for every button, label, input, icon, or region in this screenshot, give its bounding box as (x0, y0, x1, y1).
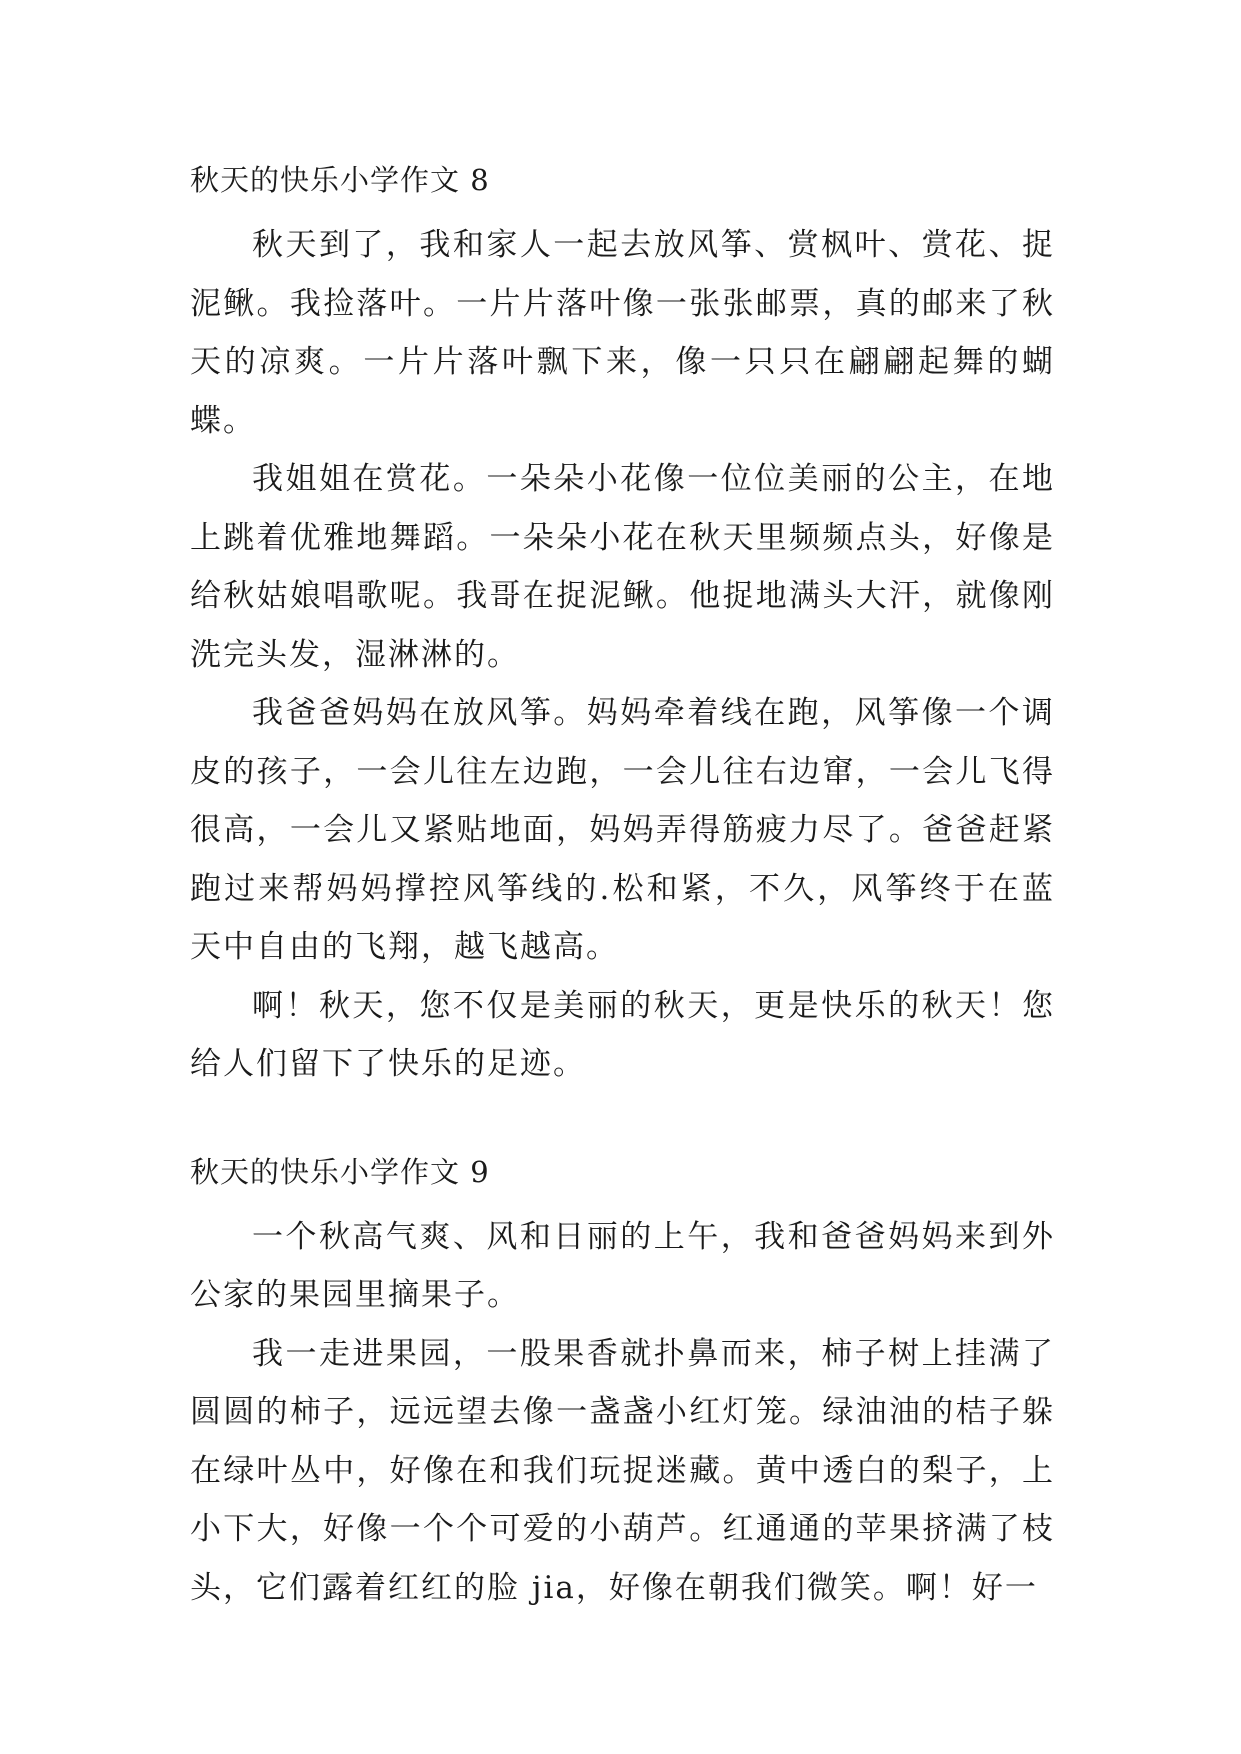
document-page (190, 160, 1055, 1617)
essay-paragraph: 秋天到了，我和家人一起去放风筝、赏枫叶、赏花、捉泥鳅。我捡落叶。一片片落叶像一张张邮票，真的邮来了秋天的凉爽。一片片落叶飘下来，像一只只在翩翩起舞的蝴蝶。 (190, 227, 1055, 439)
essay-paragraph: 啊！秋天，您不仅是美丽的秋天，更是快乐的秋天！您给人们留下了快乐的足迹。 (190, 987, 1055, 1082)
essay-paragraph: 我爸爸妈妈在放风筝。妈妈牵着线在跑，风筝像一个调皮的孩子，一会儿往左边跑，一会儿往右边窜，一会儿飞得很高，一会儿又紧贴地面，妈妈弄得筋疲力尽了。爸爸赶紧跑过来帮妈妈撑控风筝线的.松和紧，不久，风筝终于在蓝天中自由的飞翔，越飞越高。 (190, 695, 1055, 965)
essay-paragraph: 我一走进果园，一股果香就扑鼻而来，柿子树上挂满了圆圆的柿子，远远望去像一盏盏小红灯笼。绿油油的桔子躲在绿叶丛中，好像在和我们玩捉迷藏。黄中透白的梨子，上小下大，好像一个个可爱的小葫芦。红通通的苹果挤满了枝头，它们露着红红的脸 jia，好像在朝我们微笑。啊！好一 (190, 1335, 1055, 1606)
essay-paragraph: 我姐姐在赏花。一朵朵小花像一位位美丽的公主，在地上跳着优雅地舞蹈。一朵朵小花在秋天里频频点头，好像是给秋姑娘唱歌呢。我哥在捉泥鳅。他捉地满头大汗，就像刚洗完头发，湿淋淋的。 (190, 461, 1055, 673)
essay-section-8 (190, 160, 1055, 1094)
essay-title: 秋天的快乐小学作文 9 (190, 1154, 490, 1189)
section-spacer (190, 1094, 1055, 1152)
essay-paragraph: 一个秋高气爽、风和日丽的上午，我和爸爸妈妈来到外公家的果园里摘果子。 (190, 1218, 1055, 1313)
essay-title: 秋天的快乐小学作文 8 (190, 163, 490, 197)
essay-section-9 (190, 1152, 1055, 1618)
